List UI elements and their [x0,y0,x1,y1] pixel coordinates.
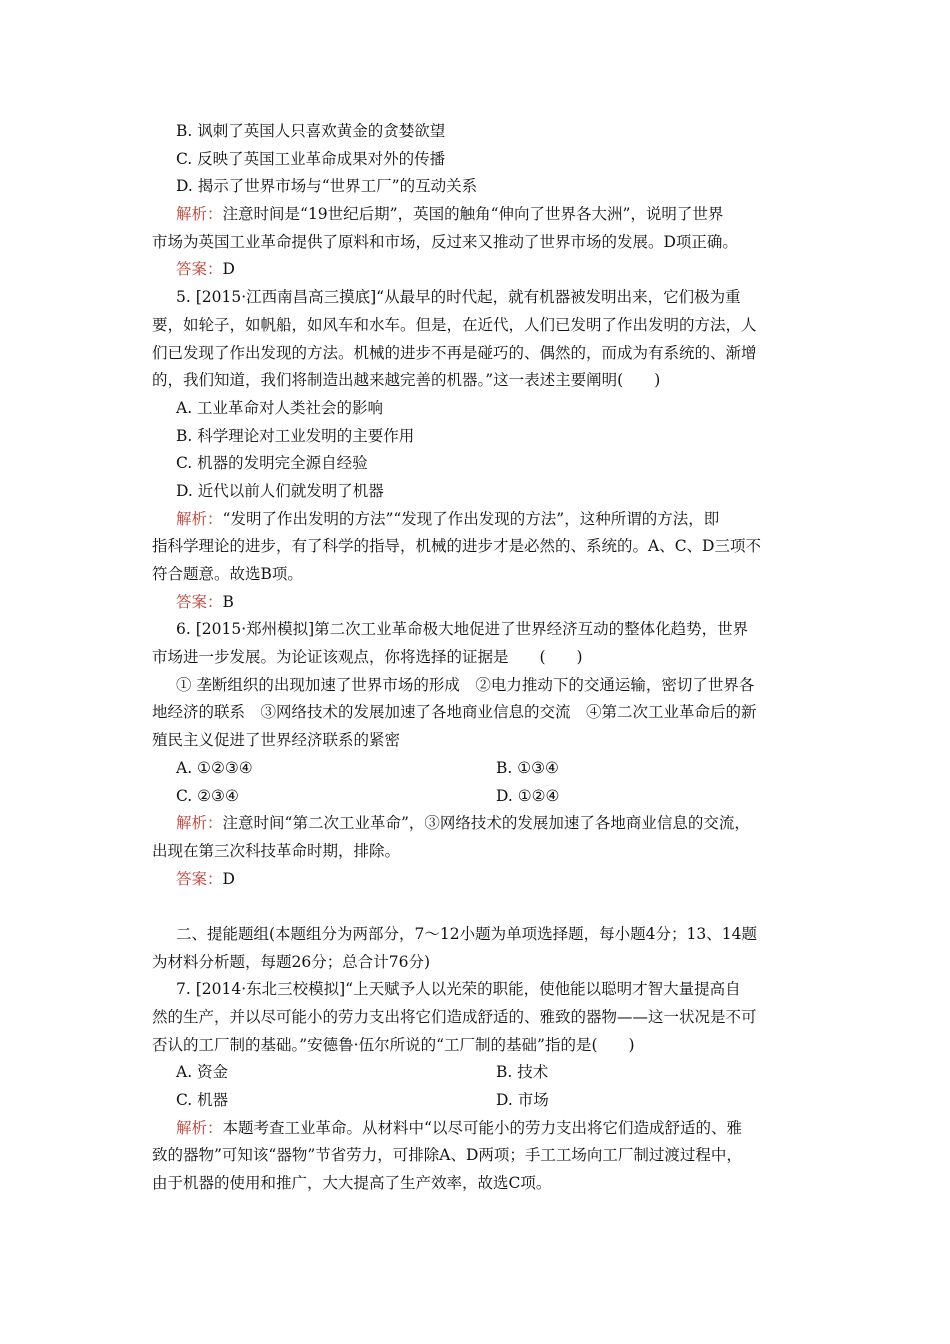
q6-items-line-1: ① 垄断组织的出现加速了世界市场的形成 ②电力推动下的交通运输，密切了世界各 [176,675,755,694]
q4-option-d: D. 揭示了世界市场与“世界工厂”的互动关系 [176,177,478,196]
q7-options-row-1 [176,1059,816,1087]
answer-label: 答案： [176,260,223,279]
section2-heading-line-2: 为材料分析题，每题26分；总合计76分) [152,952,430,971]
answer-value: D [222,869,235,888]
q5-analysis-line-1: 解析：“发明了作出发明的方法”“发现了作出发现的方法”，这种所谓的方法，即 [176,509,720,528]
q6-answer [176,866,816,894]
analysis-label: 解析： [176,814,223,833]
q6-stem-line-2: 市场进一步发展。为论证该观点，你将选择的证据是 ( ) [152,648,583,667]
section2-heading-line-1: 二、提能题组(本题组分为两部分，7～12小题为单项选择题，每小题4分；13、14题 [176,924,757,943]
q5-stem-line-2: 要，如轮子，如帆船，如风车和水车。但是，在近代，人们已发明了作出发明的方法，人 [152,315,757,334]
q7-analysis-line-1: 解析：本题考查工业革命。从材料中“以尽可能小的劳力支出将它们造成舒适的、雅 [176,1118,742,1137]
answer-value: B [222,592,234,611]
q7-option-b: B. 技术 [496,1063,549,1082]
q5-answer [176,589,816,617]
q6-stem-line-1: 6. [2015·郑州模拟]第二次工业革命极大地促进了世界经济互动的整体化趋势，世界 [176,620,749,639]
q6-options-row-2 [176,783,816,811]
q5-analysis-line-3: 符合题意。故选B项。 [152,565,303,583]
q7-analysis-line-3: 由于机器的使用和推广，大大提高了生产效率，故选C项。 [152,1174,552,1193]
q7-stem-line-1: 7. [2014·东北三校模拟]“上天赋予人以光荣的职能，使他能以聪明才智大量提高自 [176,980,741,999]
q5-option-b: B. 科学理论对工业发明的主要作用 [176,426,415,445]
q6-option-d: D. ①②④ [496,786,560,805]
answer-label: 答案： [176,592,223,611]
q6-analysis-line-2: 出现在第三次科技革命时期，排除。 [152,841,401,860]
q4-analysis-line-1: 解析：注意时间是“19世纪后期”，英国的触角“伸向了世界各大洲”，说明了世界 [176,205,724,224]
q5-stem-line-3: 们已发现了作出发现的方法。机械的进步不再是碰巧的、偶然的，而成为有系统的、渐增 [152,343,757,362]
document-page [152,118,816,1198]
q4-option-c: C. 反映了英国工业革命成果对外的传播 [176,149,446,168]
q4-analysis-line-2: 市场为英国工业革命提供了原料和市场，反过来又推动了世界市场的发展。D项正确。 [152,232,738,251]
answer-label: 答案： [176,869,223,888]
q5-stem-line-4: 的，我们知道，我们将制造出越来越完善的机器。”这一表述主要阐明( ) [152,371,661,390]
q6-items-line-2: 地经济的联系 ③网络技术的发展加速了各地商业信息的交流 ④第二次工业革命后的新 [152,703,757,722]
q6-options-row-1 [176,755,816,783]
q7-stem-line-3: 否认的工厂制的基础。”安德鲁·伍尔所说的“工厂制的基础”指的是( ) [152,1035,635,1054]
analysis-label: 解析： [176,205,223,224]
spacer [176,893,816,921]
q6-option-b: B. ①③④ [496,758,559,777]
q5-option-c: C. 机器的发明完全源自经验 [176,454,368,473]
analysis-label: 解析： [176,1118,223,1137]
q6-analysis-line-1: 解析：注意时间“第二次工业革命”，③网络技术的发展加速了各地商业信息的交流， [176,814,750,833]
answer-value: D [222,260,235,279]
q7-option-a: A. 资金 [176,1063,229,1082]
q6-option-a: A. ①②③④ [176,758,253,777]
q6-items-line-3: 殖民主义促进了世界经济联系的紧密 [152,731,401,750]
q5-stem-line-1: 5. [2015·江西南昌高三摸底]“从最早的时代起，就有机器被发明出来，它们极为重 [176,288,741,307]
q7-stem-line-2: 然的生产，并以尽可能小的劳力支出将它们造成舒适的、雅致的器物——这一状况是不可 [152,1008,757,1026]
q6-option-c: C. ②③④ [176,786,239,805]
q4-answer [176,256,816,284]
q5-option-a: A. 工业革命对人类社会的影响 [176,398,384,417]
q7-options-row-2 [176,1087,816,1115]
analysis-label: 解析： [176,509,223,528]
q5-option-d: D. 近代以前人们就发明了机器 [176,481,384,500]
q7-option-d: D. 市场 [496,1091,549,1110]
q4-option-b: B. 讽刺了英国人只喜欢黄金的贪婪欲望 [176,122,446,140]
q7-analysis-line-2: 致的器物”可知该“器物”节省劳力，可排除A、D两项；手工工场向工厂制过渡过程中， [152,1146,742,1165]
q5-analysis-line-2: 指科学理论的进步，有了科学的指导，机械的进步才是必然的、系统的。A、C、D三项不 [152,537,761,556]
q7-option-c: C. 机器 [176,1091,229,1110]
